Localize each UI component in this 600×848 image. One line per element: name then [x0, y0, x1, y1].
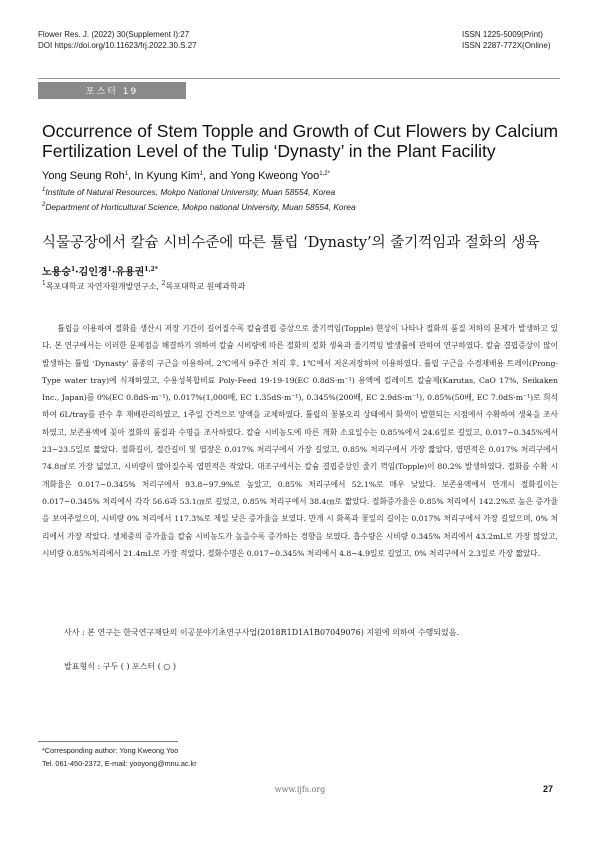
issn-print: ISSN 1225-5009(Print)	[462, 30, 543, 39]
affiliation-korean	[42, 281, 245, 292]
page-number: 27	[543, 784, 554, 794]
title-english	[42, 121, 562, 161]
affiliation-ko-1: 목포대학교 자연자원개발연구소,	[45, 282, 162, 291]
issn-block	[462, 29, 551, 51]
affiliation-ko-1-sup: 1	[42, 280, 46, 287]
affiliation-ko-2: 목포대학교 원예과학과	[165, 282, 246, 291]
affiliation-english-1	[42, 187, 335, 197]
poster-badge: 포스터 19	[38, 82, 186, 99]
author-1-sup: 1	[124, 171, 129, 177]
title-english-line2: Fertilization Level of the Tulip ‘Dynasty’ in the Plant Facility	[42, 141, 496, 161]
author-3-sup: 1,2*	[319, 171, 330, 177]
affiliation-1-text: Institute of Natural Resources, Mokpo National University, Muan 58554, Korea	[45, 187, 336, 197]
author-2-sup: 1	[199, 171, 204, 177]
affiliation-2-sup: 2	[42, 202, 46, 208]
presentation-format: 발표형식 : 구두 ( ) 포스터 ( ○ )	[64, 662, 177, 671]
affiliation-2-text: Department of Horticultural Science, Mokpo national University, Muan 58554, Korea	[45, 202, 356, 212]
affiliation-english-2	[42, 202, 356, 212]
affiliation-1-sup: 1	[42, 187, 46, 193]
affiliation-ko-2-sup: 2	[161, 280, 166, 287]
authors-english	[42, 170, 330, 182]
author-ko-3: ·유용권	[111, 267, 145, 278]
author-ko-3-sup: 1,2*	[144, 266, 158, 273]
contact-info: Tel. 061-450-2372, E-mail: yooyong@mnu.ac.kr	[42, 759, 197, 768]
author-ko-2: ·김인경	[75, 267, 108, 278]
issn-online: ISSN 2287-772X(Online)	[462, 41, 551, 50]
footnote-divider	[38, 741, 178, 742]
title-english-line1: Occurrence of Stem Topple and Growth of Cut Flowers by Calcium	[42, 121, 559, 141]
journal-ref: Flower Res. J. (2022) 30(Supplement I):27	[38, 30, 190, 39]
author-2: , In Kyung Kim	[128, 170, 200, 182]
doi[interactable]: DOI https://doi.org/10.11623/frj.2022.30.S.27	[38, 41, 197, 50]
title-korean: 식물공장에서 칼슘 시비수준에 따른 튤립 ‘Dynasty’의 줄기꺽임과 절화의 생육	[42, 235, 540, 251]
author-3: , and Yong Kweong Yoo	[203, 170, 320, 182]
author-1: Yong Seung Roh	[42, 170, 125, 182]
journal-citation	[38, 29, 197, 51]
corresponding-author: *Corresponding author: Yong Kweong Yoo	[42, 746, 179, 755]
acknowledgement: 사사 : 본 연구는 한국연구재단의 이공분야기초연구사업(2018R1D1A1B07049076) 지원에 의하여 수행되었음.	[64, 628, 460, 637]
author-ko-2-sup: 1	[107, 266, 112, 273]
abstract-body: 튤립을 이용하여 절화를 생산시 저장 기간이 길어질수록 칼슘결핍 증상으로 줄기꺽임(Topple) 현상이 나타나 절화의 품질 저하의 문제가 발생하고 있다. 본 연구에서는 이러한 문제점을 해결하기 위하여 칼슘 시비량에 따른 절화의 절화 생육과 줄기꺽임 발생률에 관하여 연구하였다. 칼슘 결핍증상이 많이 발생하는 튤립 ‘Dynasty’ 품종의 구근을 이용하여, 2℃에서 9주간 처리 후, 1℃에서 저온저장하여 이용하였다. 튤립 구근을 수경재배용 트레이(Prong- Type water tray)에 식재하였고, 수용성복합비료 Poly-Feed 19-19-19(EC 0.8dS·m⁻¹) 용액에 킬레이트 칼슘제(Karutas, CaO 17%, Seikaken Inc., Japan)를 0%(EC 0.8dS·m⁻¹), 0.017%(1,000배, EC 1.35dS·m⁻¹), 0.345%(200배, EC 2.9dS·m⁻¹), 0.85%(50배, EC 7.0dS·m⁻¹)로 희석하여 6L/tray를 관수 후 재배관리하였고, 1주일 간격으로 양액을 교체하였다. 튤립의 꽃봉오리 상태에서 화색이 발현되는 시점에서 수확하여 생육을 조사하였고, 보존용액에 꽂아 절화의 품질과 수명을 조사하였다. 칼슘 시비농도에 따른 개화 소요일수는 0.85%에서 24.6일로 길었고, 0.017~0.345%에서 23~23.5일로 짧았다. 절화길이, 절간길이 및 엽장은 0.017% 처리구에서 가장 길었고, 0.85% 처리구에서 가장 짧았다. 엽면적은 0.017% 처리구에서 74.8㎠로 가장 넓었고, 시비량이 많아질수록 엽면적은 작았다. 대조구에서는 칼슘 결핍증상인 줄기 꺽임(Topple)이 80.2% 발생하였다. 절화를 수확 시 개화율은 0.017~0.345% 처리구에서 93.8~97.9%로 높았고, 0.85% 처리구에서 52.1%로 매우 낮았다. 보존용액에서 만개시 절화길이는 0.017~0.345% 처리에서 각각 56.6과 53.1㎝로 길었고, 0.85% 처리구에서 38.4㎝로 짧았다. 절화증가율은 0.85% 처리에서 142.2%로 높은 증가율을 보여주었으며, 시비량 0% 처리에서 117.3%로 제일 낮은 증가율을 보였다. 만개 시 화폭과 꽃잎의 길이는 0.017% 처리구에서 가장 길었으며, 0% 처리에서 가장 작았다. 생체중의 증가율을 칼슘 시비농도가 높을수록 증가하는 경향을 보였다. 흡수량은 시비량 0.345% 처리에서 43.2mL로 가장 많았고, 시비량 0.85%처리에서 21.4mL로 가장 적었다. 절화수명은 0.017~0.345% 처리에서 4.8~4.9일로 길었고, 0% 처리구에서 2.3일로 가장 짧았다.	[42, 324, 558, 558]
header-divider	[38, 78, 560, 79]
author-ko-1-sup: 1	[70, 266, 76, 273]
journal-website[interactable]: www.ijfs.org	[274, 785, 326, 794]
author-ko-1: 노용승	[42, 267, 71, 278]
authors-korean	[42, 263, 158, 278]
